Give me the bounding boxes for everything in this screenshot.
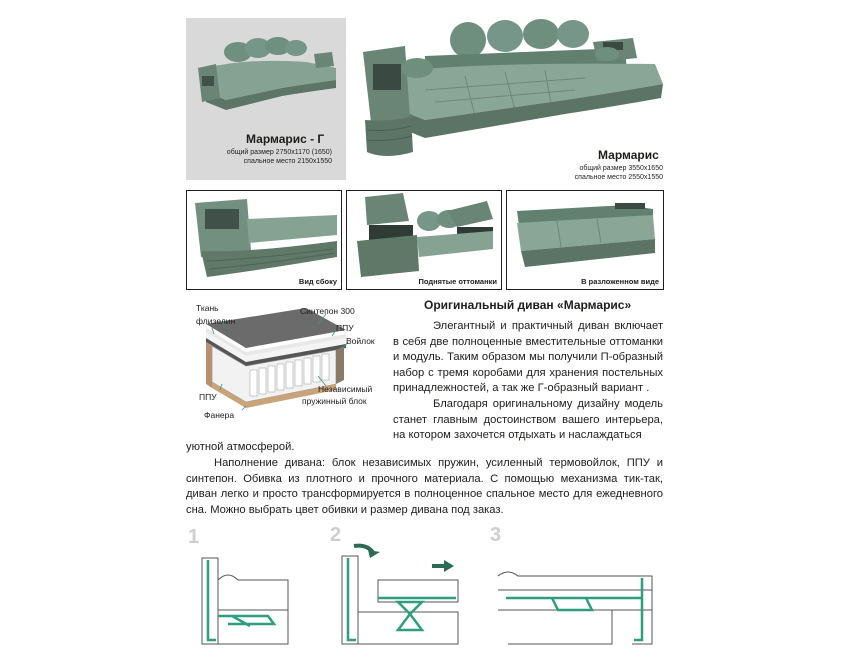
side-view-caption: Вид сбоку xyxy=(298,277,337,286)
raised-ottomans-image xyxy=(347,191,501,289)
label-nezav-1: Независимый xyxy=(318,384,373,394)
side-view-image xyxy=(187,191,341,289)
label-ppu-top: ППУ xyxy=(336,323,354,333)
step-3-number: 3 xyxy=(490,524,502,546)
sofa-u-title: Мармарис xyxy=(598,148,659,162)
side-view-frame xyxy=(186,190,342,290)
article-paragraph-3: Наполнение дивана: блок независимых пружин, усиленный термовойлок, ППУ и синтепон. Обивка из плотного и прочного материала. С помощью механизма тик-так, диван легко и просто трансформируется в полноценное спальное место для ежедневного сна. Можно выбрать цвет обивки и размер дивана под заказ. xyxy=(186,457,663,516)
label-voilok: Войлок xyxy=(346,336,375,346)
unfolded-view-frame xyxy=(506,190,664,290)
sofa-u-size-line: общий размер 3550х1650 xyxy=(579,165,663,172)
sofa-g-size-line: общий размер 2750х1170 (1650) xyxy=(226,149,332,156)
label-fabric: Ткань xyxy=(196,303,219,313)
label-fanera: Фанера xyxy=(204,410,235,420)
sofa-g-size xyxy=(190,149,332,166)
unfolded-view-image xyxy=(507,191,663,289)
article-heading: Оригинальный диван «Мармарис» xyxy=(424,298,632,312)
unfolded-view-caption: В разложенном виде xyxy=(581,277,659,286)
sofa-u-sleep-line: спальное место 2550х1550 xyxy=(574,173,663,181)
sofa-g-sleep-line: спальное место 2150х1550 xyxy=(243,157,332,165)
step-2-number: 2 xyxy=(330,524,342,546)
label-ppu-bottom: ППУ xyxy=(199,392,217,402)
label-nezav-2: пружинный блок xyxy=(302,396,367,406)
article-p2-tail: уютной атмосферой. xyxy=(186,441,295,453)
label-sintepon: Синтепон 300 xyxy=(300,306,355,316)
mechanism-step-1 xyxy=(188,550,298,650)
label-flizelin: флизелин xyxy=(196,316,236,326)
raised-ottomans-caption: Поднятые оттоманки xyxy=(418,277,497,286)
sofa-g-title: Мармарис - Г xyxy=(246,132,325,146)
mechanism-step-2 xyxy=(338,540,468,650)
mechanism-step-3 xyxy=(492,550,662,650)
article-p1-text: Элегантный и практичный диван включает в себя две полноценные вместительные оттоманки и модуль. Таким образом мы получили П-образный набор с тремя коробами для хранения постельных принадлежностей, а так же Г-образный вариант . xyxy=(393,320,663,395)
raised-ottomans-frame xyxy=(346,190,502,290)
step-1-number: 1 xyxy=(188,526,200,548)
article-paragraph-1 xyxy=(393,319,663,444)
sofa-u-size xyxy=(520,165,663,182)
article-p2-text: Благодаря оригинальному дизайну модель станет главным достоинством вашего интерьера, на котором захочется отдыхать и наслаждаться xyxy=(393,397,663,442)
